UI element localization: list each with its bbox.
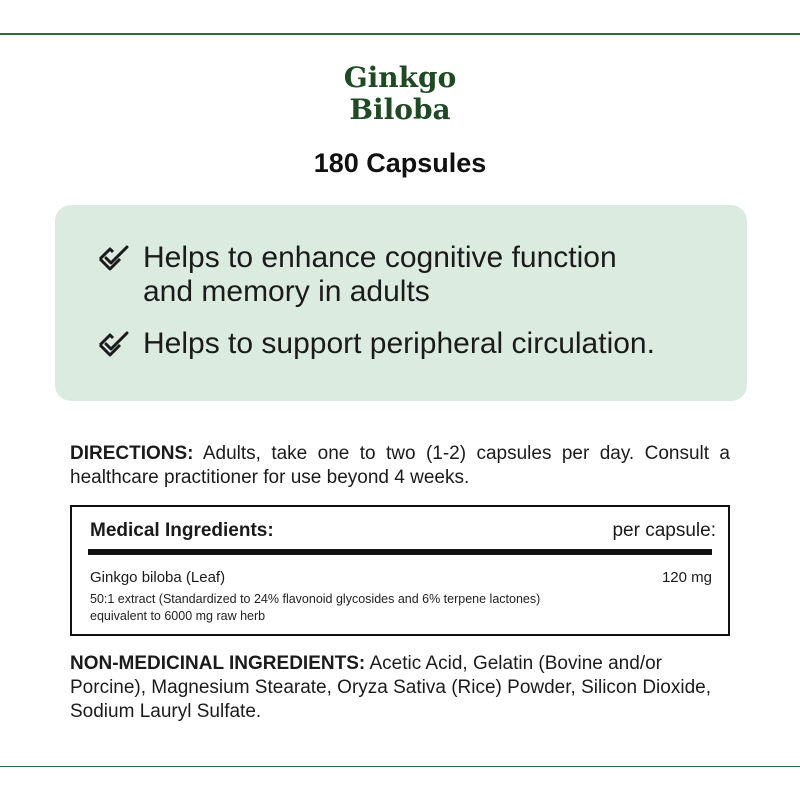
capsule-count: 180 Capsules: [313, 148, 487, 178]
check-diamond-icon: [97, 244, 131, 274]
top-divider: [0, 33, 800, 35]
ingredient-note: [90, 591, 540, 625]
ingredient-note-line1: 50:1 extract (Standardized to 24% flavonoid glycosides and 6% terpene lactones): [90, 592, 541, 606]
ingredient-note-line2: equivalent to 6000 mg raw herb: [90, 609, 266, 623]
per-capsule-label: per capsule:: [612, 520, 716, 541]
non-medicinal-ingredients: [70, 652, 730, 724]
directions-label: DIRECTIONS:: [70, 443, 194, 464]
bottom-divider: [0, 766, 800, 767]
benefits-panel: [55, 205, 747, 401]
benefit-item-cognitive: [97, 241, 617, 309]
benefit-text-line2: and memory in adults: [143, 275, 430, 308]
check-diamond-icon: [97, 330, 131, 360]
non-medicinal-label: NON-MEDICINAL INGREDIENTS:: [70, 653, 366, 674]
product-name-line1: Ginkgo: [343, 61, 457, 94]
ingredients-header-rule: [88, 549, 712, 555]
benefit-text-line1: Helps to enhance cognitive function: [143, 241, 617, 274]
ingredient-amount: 120 mg: [661, 569, 712, 586]
directions-text: Adults, take one to two (1-2) capsules per day. Consult a healthcare practitioner for use beyond 4 weeks.: [70, 443, 730, 488]
ingredients-header: Medical Ingredients:: [90, 520, 274, 541]
benefit-item-circulation: [97, 327, 655, 361]
product-name-line2: Biloba: [349, 93, 451, 126]
non-medicinal-text: Acetic Acid, Gelatin (Bovine and/or Porcine), Magnesium Stearate, Oryza Sativa (Rice) Powder, Silicon Dioxide, Sodium Lauryl Sulfate.: [70, 653, 711, 722]
benefit-text-line1: Helps to support peripheral circulation.: [143, 327, 655, 360]
ingredients-table: [70, 505, 730, 636]
directions: [70, 442, 730, 490]
ingredient-name: Ginkgo biloba (Leaf): [90, 569, 226, 586]
product-name: [0, 62, 800, 126]
